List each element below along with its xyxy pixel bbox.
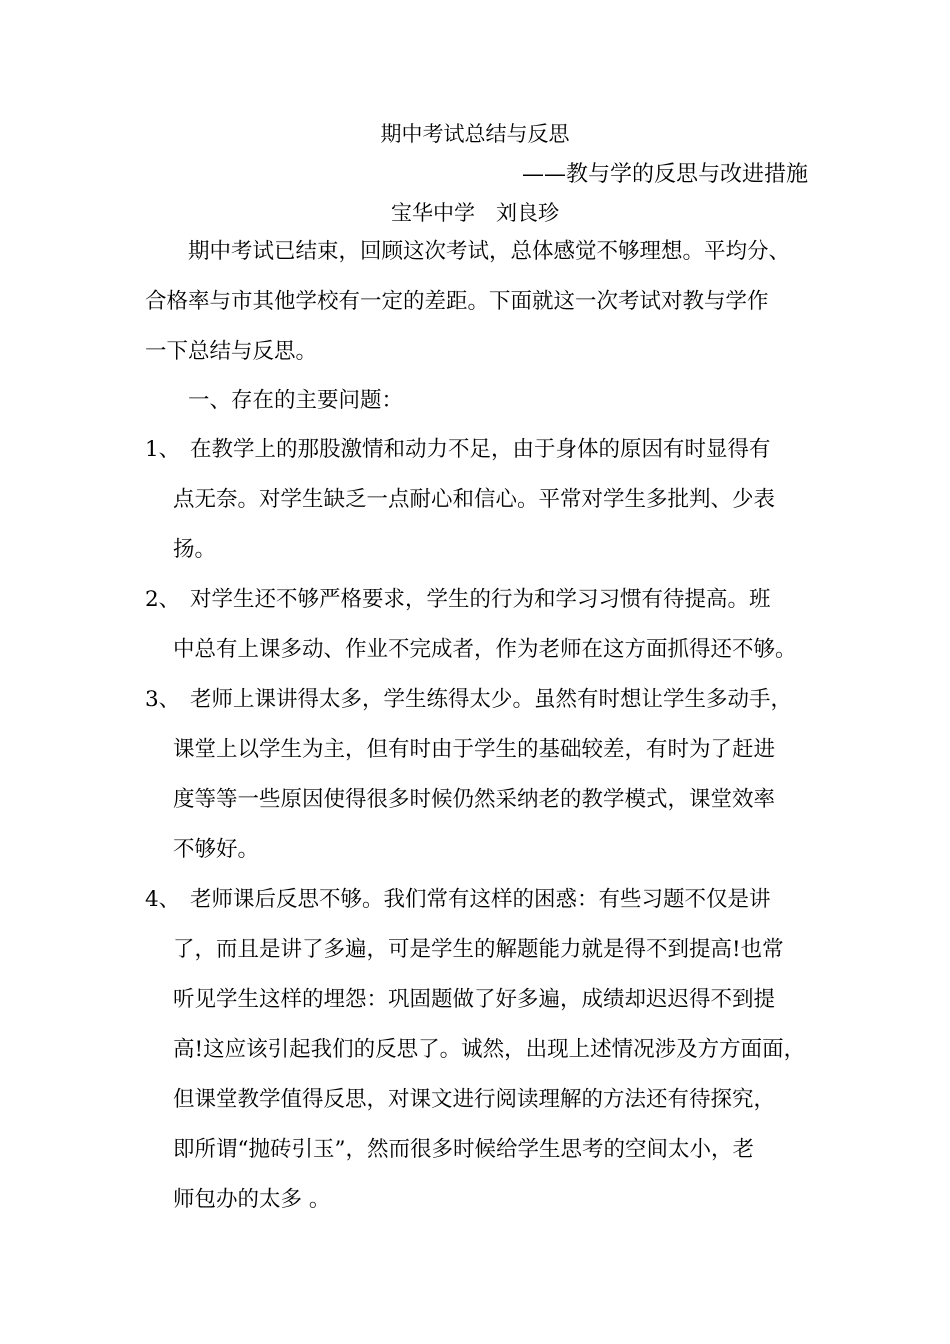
problem-4-line-2: 了，而且是讲了多遍，可是学生的解题能力就是得不到提高!也常	[173, 937, 784, 962]
problem-3-line-3: 度等等一些原因使得很多时候仍然采纳老的教学模式，课堂效率	[173, 787, 776, 812]
problem-3-number: 3、	[145, 687, 181, 712]
document-subtitle: ——教与学的反思与改进措施	[521, 162, 808, 187]
problem-4-line-1: 老师课后反思不够。我们常有这样的困惑：有些习题不仅是讲	[190, 887, 771, 912]
problem-3-line-4: 不够好。	[173, 837, 260, 862]
intro-line-1: 期中考试已结束，回顾这次考试，总体感觉不够理想。平均分、	[188, 239, 791, 264]
problem-3-line-2: 课堂上以学生为主，但有时由于学生的基础较差，有时为了赶进	[173, 737, 776, 762]
problem-4-number: 4、	[145, 887, 181, 912]
problem-4-line-7: 师包办的太多 。	[173, 1187, 331, 1212]
section-heading: 一、存在的主要问题：	[188, 388, 404, 413]
problem-4-line-6: 即所谓“抛砖引玉”，然而很多时候给学生思考的空间太小，老	[173, 1137, 754, 1162]
problem-1-number: 1、	[145, 437, 181, 462]
document-title: 期中考试总结与反思	[380, 122, 570, 146]
intro-line-2: 合格率与市其他学校有一定的差距。下面就这一次考试对教与学作	[145, 289, 769, 314]
intro-line-3: 一下总结与反思。	[145, 339, 318, 364]
problem-4-line-3: 听见学生这样的埋怨：巩固题做了好多遍，成绩却迟迟得不到提	[173, 987, 776, 1012]
problem-2-number: 2、	[145, 587, 181, 612]
document-author: 宝华中学 刘良珍	[391, 201, 559, 225]
problem-3-line-1: 老师上课讲得太多，学生练得太少。虽然有时想让学生多动手，	[190, 687, 793, 712]
problem-1-line-2: 点无奈。对学生缺乏一点耐心和信心。平常对学生多批判、少表	[173, 487, 776, 512]
problem-4-line-4: 高!这应该引起我们的反思了。诚然，出现上述情况涉及方方面面，	[173, 1037, 806, 1062]
problem-2-line-2: 中总有上课多动、作业不完成者，作为老师在这方面抓得还不够。	[173, 637, 797, 662]
problem-1-line-1: 在教学上的那股激情和动力不足，由于身体的原因有时显得有	[190, 437, 771, 462]
problem-4-line-5: 但课堂教学值得反思，对课文进行阅读理解的方法还有待探究，	[173, 1087, 776, 1112]
problem-1-line-3: 扬。	[173, 537, 217, 562]
problem-2-line-1: 对学生还不够严格要求，学生的行为和学习习惯有待提高。班	[190, 587, 771, 612]
